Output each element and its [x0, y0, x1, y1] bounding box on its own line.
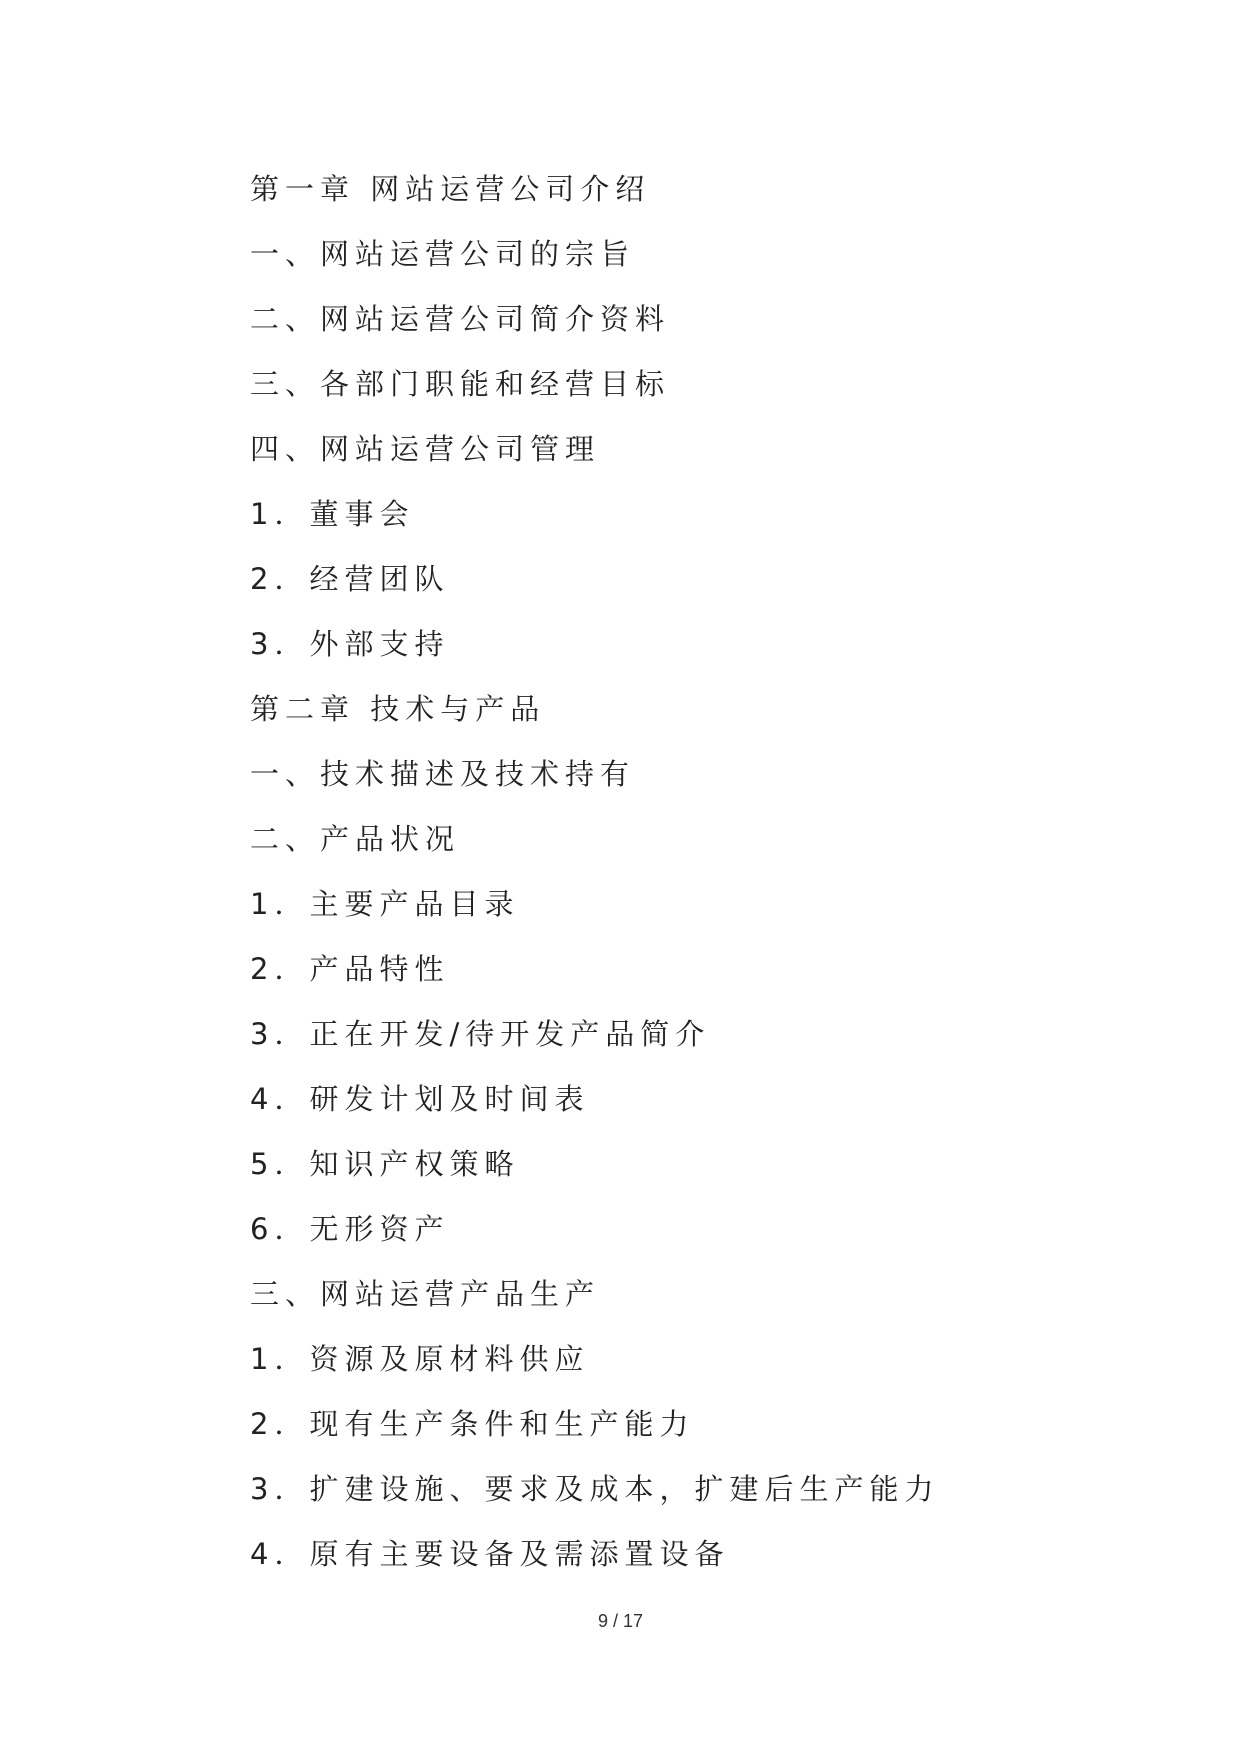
- toc-line-chapter-1: 第一章 网站运营公司介绍: [250, 172, 651, 206]
- page-number: 9 / 17: [597, 1611, 644, 1631]
- toc-line: 一、技术描述及技术持有: [250, 757, 636, 791]
- toc-line: 6．无形资产: [250, 1212, 450, 1246]
- toc-line-chapter-2: 第二章 技术与产品: [250, 692, 546, 726]
- toc-line: 4．研发计划及时间表: [250, 1082, 590, 1116]
- table-of-contents: [250, 157, 939, 1587]
- toc-line: 2．现有生产条件和生产能力: [250, 1407, 695, 1441]
- toc-line: 3．外部支持: [250, 627, 450, 661]
- toc-line: 1．资源及原材料供应: [250, 1342, 590, 1376]
- toc-line: 四、网站运营公司管理: [250, 432, 601, 466]
- toc-line: 3．正在开发/待开发产品简介: [250, 1017, 711, 1051]
- toc-line: 4．原有主要设备及需添置设备: [250, 1537, 730, 1571]
- toc-line: 三、网站运营产品生产: [250, 1277, 601, 1311]
- toc-line: 2．产品特性: [250, 952, 450, 986]
- toc-line: 一、网站运营公司的宗旨: [250, 237, 636, 271]
- toc-line: 二、产品状况: [250, 822, 461, 856]
- toc-line: 1．主要产品目录: [250, 887, 520, 921]
- toc-line: 1．董事会: [250, 497, 415, 531]
- toc-line: 三、各部门职能和经营目标: [250, 367, 671, 401]
- toc-line: 3．扩建设施、要求及成本，扩建后生产能力: [250, 1472, 940, 1506]
- toc-line: 二、网站运营公司简介资料: [250, 302, 671, 336]
- toc-line: 2．经营团队: [250, 562, 450, 596]
- toc-line: 5．知识产权策略: [250, 1147, 520, 1181]
